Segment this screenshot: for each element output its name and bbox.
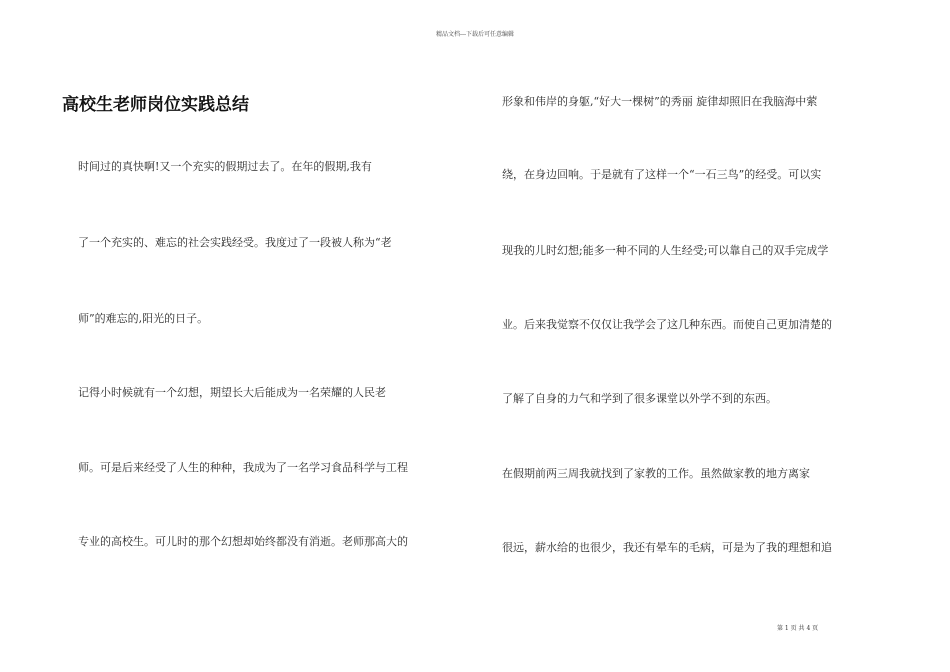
text-line: 了一个充实的、难忘的社会实践经受。我度过了一段被人称为“老 [78,236,392,249]
document-title: 高校生老师岗位实践总结 [62,95,249,115]
text-line: 师”的难忘的,阳光的日子。 [78,312,209,325]
text-line: 很远，薪水给的也很少，我还有晕车的毛病，可是为了我的理想和追 [502,541,832,554]
text-line: 师。可是后来经受了人生的种种，我成为了一名学习食品科学与工程 [78,461,408,474]
text-line: 了解了自身的力气和学到了很多课堂以外学不到的东西。 [502,392,777,405]
page-number: 第 1 页 共 4 页 [777,625,819,632]
text-line: 现我的儿时幻想;能多一种不同的人生经受;可以靠自己的双手完成学 [502,244,829,257]
text-line: 形象和伟岸的身躯,“好大一棵树”的秀丽 旋律却照旧在我脑海中萦 [502,95,818,108]
text-line: 在假期前两三周我就找到了家教的工作。虽然做家教的地方离家 [502,467,810,480]
text-line: 专业的高校生。可儿时的那个幻想却始终都没有消逝。老师那高大的 [78,535,408,548]
text-line: 绕，在身边回响。于是就有了这样一个“一石三鸟”的经受。可以实 [502,168,822,181]
text-line: 业。后来我觉察不仅仅让我学会了这几种东西。而使自己更加清楚的 [502,318,832,331]
text-line: 记得小时候就有一个幻想，期望长大后能成为一名荣耀的人民老 [78,386,386,399]
header-note: 精品文档---下载后可任意编辑 [435,31,515,38]
text-line: 时间过的真快啊!又一个充实的假期过去了。在年的假期,我有 [78,160,372,173]
